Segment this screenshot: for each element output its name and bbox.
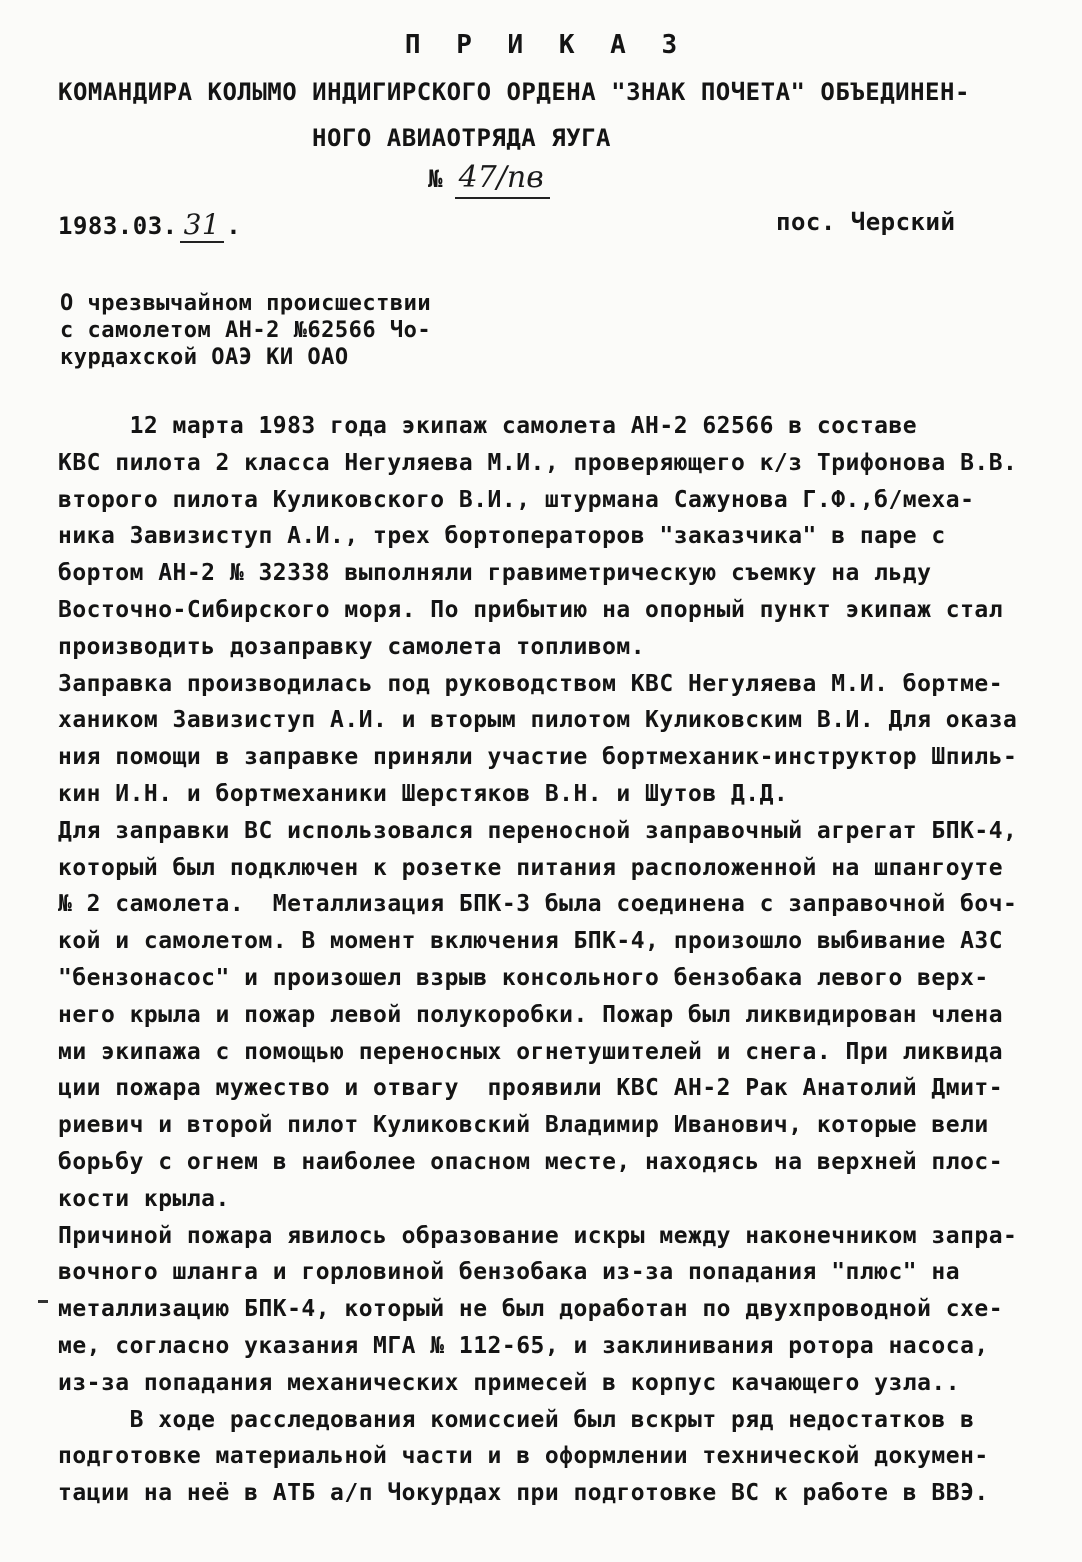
body-line: ции пожара мужество и отвагу проявили КВС АН-2 Рак Анатолий Дмит- [58,1075,1004,1102]
body-line: № 2 самолета. Металлизация БПК-3 была соединена с заправочной боч- [58,891,1018,918]
body-line: кин И.Н. и бортмеханики Шерстяков В.Н. и Шутов Д.Д. [58,780,789,807]
body-line: 12 марта 1983 года экипаж самолета АН-2 62566 в составе [58,413,918,439]
body-line: тации на неё в АТБ а/п Чокурдах при подготовке ВС к работе в ВВЭ. [58,1480,989,1507]
body-line: "бензонасос" и произошел взрыв консольного бензобака левого верх- [58,964,989,991]
margin-mark [38,1300,48,1303]
body-line: бортом АН-2 № 32338 выполняли гравиметрическую съемку на льду [58,560,932,587]
subject-line: с самолетом АН-2 №62566 Чо- [60,318,432,343]
body-line: Для заправки ВС использовался переносной заправочный агрегат БПК-4, [58,817,1018,844]
number-sign: № [428,165,443,193]
body-line: кости крыла. [58,1185,230,1212]
date-day-handwritten: 31 [180,208,225,243]
body-line: ми экипажа с помощью переносных огнетушителей и снега. При ликвида [58,1038,1004,1065]
body-line: производить дозаправку самолета топливом. [58,633,646,660]
body-line: ме, согласно указания МГА № 112-65, и заклинивания ротора насоса, [58,1332,989,1359]
body-line: подготовке материальной части и в оформлении технической докумен- [58,1443,989,1470]
header-line-2: НОГО АВИАОТРЯДА ЯУГА [312,124,611,152]
subject-line: курдахской ОАЭ КИ ОАО [60,345,349,370]
body-line: хаником Завизиступ А.И. и вторым пилотом Куликовским В.И. Для оказа [58,707,1018,734]
place-of-issue: пос. Черский [776,208,956,236]
date-suffix: . [226,212,242,240]
order-date [58,208,241,243]
header-line-1: КОМАНДИРА КОЛЫМО ИНДИГИРСКОГО ОРДЕНА "ЗНАК ПОЧЕТА" ОБЪЕДИНЕН- [58,78,970,106]
body-line: Восточно-Сибирского моря. По прибытию на опорный пункт экипаж стал [58,596,1004,623]
body-line: второго пилота Куликовского В.И., штурмана Сажунова Г.Ф.,б/меха- [58,486,975,513]
body-line: Заправка производилась под руководством КВС Негуляева М.И. бортме- [58,670,1004,697]
order-number [428,160,550,199]
body-line: ника Завизиступ А.И., трех бортоператоров "заказчика" в паре с [58,523,946,550]
body-line: Причиной пожара явилось образование искры между наконечником запра- [58,1222,1018,1249]
body-line: него крыла и пожар левой полукоробки. Пожар был ликвидирован члена [58,1001,1004,1028]
body-line: который был подключен к розетке питания расположенной на шпангоуте [58,854,1004,881]
subject-line: О чрезвычайном происшествии [60,291,432,316]
body-line: из-за попадания механических примесей в корпус качающего узла.. [58,1369,961,1396]
body-line: кой и самолетом. В момент включения БПК-4, произошло выбивание АЗС [58,928,1004,955]
body-line: вочного шланга и горловиной бензобака из-за попадания "плюс" на [58,1259,961,1286]
body-text [58,408,1078,1512]
body-line: металлизацию БПК-4, который не был доработан по двухпроводной схе- [58,1296,1004,1323]
body-line: борьбу с огнем в наиболее опасном месте, находясь на верхней плос- [58,1148,1004,1175]
subject-block [60,290,431,371]
body-line: КВС пилота 2 класса Негуляева М.И., проверяющего к/з Трифонова В.В. [58,449,1018,476]
date-prefix: 1983.03. [58,212,178,240]
order-number-handwritten: 47/пв [455,160,550,199]
body-line: ния помощи в заправке приняли участие бортмеханик-инструктор Шпиль- [58,744,1018,771]
body-line: В ходе расследования комиссией был вскрыт ряд недостатков в [58,1406,975,1433]
document-title: П Р И К А З [404,30,688,60]
body-line: риевич и второй пилот Куликовский Владимир Иванович, которые вели [58,1112,989,1139]
